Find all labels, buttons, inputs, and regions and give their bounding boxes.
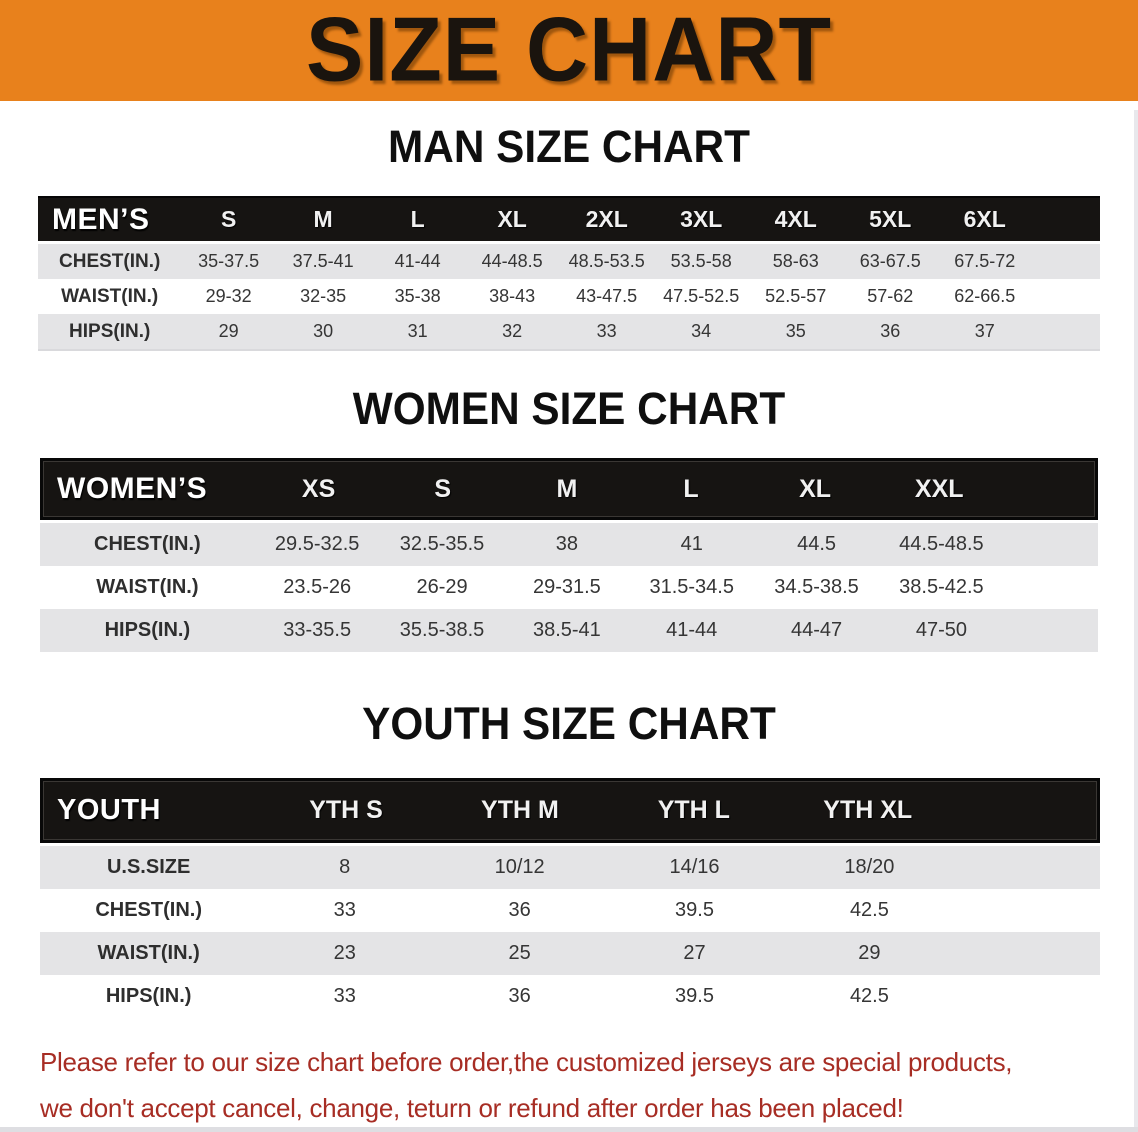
size-value-cell: 32-35 [300,286,347,306]
size-header-cell: M [313,206,333,232]
size-value-cell: 47-50 [915,619,967,641]
women-size-table [40,458,1098,652]
size-value-cell: 29 [858,942,881,964]
size-value-cell: 38 [555,533,578,555]
size-value-cell: 31.5-34.5 [649,576,734,598]
size-value-cell: 35 [785,321,806,341]
size-header-cell: 6XL [963,206,1006,232]
spacer-cell [1032,198,1099,241]
size-value-cell: 53.5-58 [670,251,732,271]
size-value-cell: 23 [333,942,356,964]
spacer-cell [1032,279,1099,314]
size-header-cell: YTH XL [823,796,913,824]
spacer-cell [957,846,1100,889]
size-value-cell: 52.5-57 [765,286,827,306]
size-header-cell: 2XL [585,206,628,232]
size-value-cell: 30 [313,321,334,341]
size-value-cell: 27 [683,942,706,964]
men-size-table [38,196,1100,351]
spacer-cell [957,889,1100,932]
men-chest-row [38,244,1100,279]
row-label-cell: HIPS(IN.) [104,619,191,641]
size-header-cell: M [556,474,578,503]
women-table-header-row [40,458,1098,520]
size-value-cell: 33 [596,321,617,341]
size-value-cell: 14/16 [669,856,720,878]
size-header-cell: 4XL [774,206,817,232]
size-header-cell: XL [497,206,527,232]
size-value-cell: 39.5 [675,985,714,1007]
size-value-cell: 23.5-26 [283,576,352,598]
row-label-cell: CHEST(IN.) [95,899,202,921]
size-value-cell: 44-47 [790,619,843,641]
size-value-cell: 29 [218,321,239,341]
youth-ussize-row [40,846,1100,889]
women-waist-row [40,566,1098,609]
size-value-cell: 62-66.5 [954,286,1016,306]
size-value-cell: 63-67.5 [859,251,921,271]
size-header-cell: S [220,206,237,232]
size-value-cell: 33 [333,899,356,921]
size-value-cell: 42.5 [849,985,889,1007]
right-edge-artifact [1134,110,1138,1132]
size-value-cell: 18/20 [844,856,895,878]
spacer-cell [1004,566,1098,609]
disclaimer-line-2: we don't accept cancel, change, teturn or refund after order has been placed! [40,1093,904,1123]
size-value-cell: 35.5-38.5 [399,619,485,641]
size-value-cell: 67.5-72 [954,251,1016,271]
size-value-cell: 44-48.5 [481,251,543,271]
size-chart-banner [0,0,1138,101]
size-value-cell: 34.5-38.5 [774,576,859,598]
disclaimer-text [40,1039,1138,1131]
men-hips-row [38,314,1100,349]
row-label-cell: HIPS(IN.) [69,320,151,342]
size-header-cell: L [410,206,425,232]
size-value-cell: 44.5 [797,533,837,555]
size-header-cell: L [683,474,699,503]
women-chest-row [40,523,1098,566]
youth-hips-row [40,975,1100,1018]
size-value-cell: 41 [680,533,703,555]
spacer-cell [1004,523,1098,566]
size-header-cell: YTH M [481,796,559,824]
size-value-cell: 26-29 [416,576,468,598]
size-header-cell: XS [301,474,336,503]
bottom-edge-artifact [0,1127,1138,1132]
size-value-cell: 36 [508,985,531,1007]
size-value-cell: 35-38 [394,286,441,306]
row-label-cell: WAIST(IN.) [96,576,199,598]
size-value-cell: 36 [508,899,531,921]
size-header-cell: YTH S [309,796,383,824]
size-value-cell: 33 [333,985,356,1007]
size-value-cell: 44.5-48.5 [899,533,984,555]
women-hips-row [40,609,1098,652]
men-table-header-row [38,196,1100,241]
row-label-cell: CHEST(IN.) [59,250,161,272]
size-value-cell: 48.5-53.5 [568,251,645,271]
row-label-cell: WAIST(IN.) [97,942,200,964]
size-value-cell: 34 [691,321,712,341]
men-waist-row [38,279,1100,314]
row-label-cell: CHEST(IN.) [94,533,201,555]
size-value-cell: 32 [502,321,523,341]
size-value-cell: 31 [407,321,428,341]
size-value-cell: 38-43 [489,286,536,306]
spacer-cell [957,975,1100,1018]
men-corner-label: MEN’S [52,202,150,236]
table-bottom-line [38,349,1100,351]
size-value-cell: 41-44 [666,619,718,641]
size-header-cell: XXL [914,474,964,503]
size-value-cell: 35-37.5 [198,251,260,271]
size-value-cell: 47.5-52.5 [663,286,740,306]
youth-size-chart-heading: YOUTH SIZE CHART [362,698,776,749]
man-size-chart-heading: MAN SIZE CHART [388,121,750,172]
size-value-cell: 37 [974,321,995,341]
size-value-cell: 29.5-32.5 [274,533,360,555]
size-value-cell: 39.5 [675,899,714,921]
spacer-cell [955,781,1097,840]
women-corner-label: WOMEN’S [57,472,208,505]
size-header-cell: S [434,474,452,503]
youth-chest-row [40,889,1100,932]
size-header-cell: YTH L [657,796,730,824]
size-value-cell: 10/12 [494,856,545,878]
size-header-cell: XL [799,474,832,503]
women-size-chart-heading: WOMEN SIZE CHART [352,383,786,434]
banner-title: SIZE CHART [306,0,832,101]
size-value-cell: 32.5-35.5 [399,533,485,555]
row-label-cell: HIPS(IN.) [105,985,192,1007]
spacer-cell [1032,244,1099,279]
youth-corner-label: YOUTH [57,794,161,826]
size-value-cell: 37.5-41 [292,251,354,271]
size-value-cell: 58-63 [772,251,819,271]
size-value-cell: 41-44 [394,251,441,271]
youth-table-header-row [40,778,1100,843]
size-value-cell: 25 [508,942,531,964]
size-value-cell: 29-32 [205,286,252,306]
size-value-cell: 38.5-42.5 [899,576,984,598]
size-header-cell: 5XL [869,206,912,232]
spacer-cell [1004,609,1098,652]
size-value-cell: 42.5 [849,899,889,921]
size-value-cell: 57-62 [867,286,914,306]
spacer-cell [957,932,1100,975]
row-label-cell: WAIST(IN.) [61,285,159,307]
youth-waist-row [40,932,1100,975]
row-label-cell: U.S.SIZE [106,856,191,878]
youth-size-table [40,778,1100,1018]
size-value-cell: 38.5-41 [532,619,601,641]
size-value-cell: 33-35.5 [283,619,352,641]
size-value-cell: 29-31.5 [532,576,601,598]
disclaimer-line-1: Please refer to our size chart before order,the customized jerseys are special products, [40,1047,1013,1077]
size-value-cell: 36 [880,321,901,341]
spacer-cell [1032,314,1099,349]
spacer-cell [1001,461,1095,517]
size-value-cell: 8 [339,856,351,878]
size-value-cell: 43-47.5 [576,286,638,306]
size-header-cell: 3XL [680,206,723,232]
